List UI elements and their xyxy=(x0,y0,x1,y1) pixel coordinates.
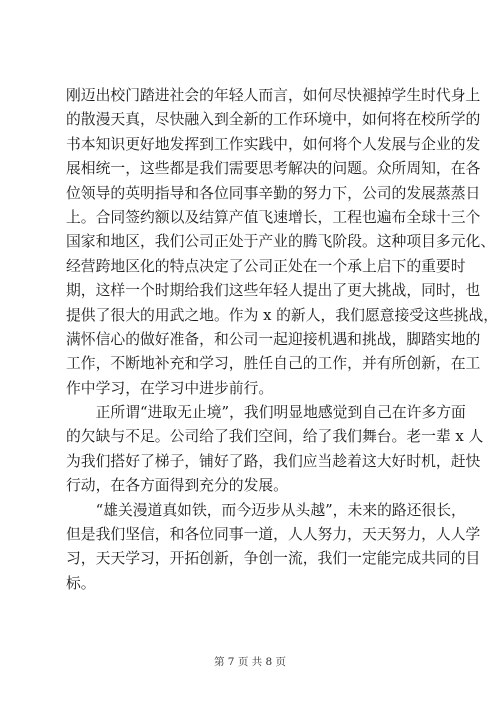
text-line: 工作，不断地补充和学习，胜任自己的工作，并有所创新，在工 xyxy=(66,355,481,373)
text-line: 经营跨地区化的特点决定了公司正处在一个承上启下的重要时 xyxy=(66,257,466,275)
paragraph-2 xyxy=(66,401,484,499)
text-line: 满怀信心的做好准备，和公司一起迎接机遇和挑战，脚踏实地的 xyxy=(66,330,481,348)
text-line: 习，天天学习，开拓创新，争创一流，我们一定能完成共同的目 xyxy=(66,550,481,568)
paragraph-3 xyxy=(66,499,481,597)
page-number-footer: 第 7 页 共 8 页 xyxy=(213,656,287,668)
text-line: 标。 xyxy=(66,574,96,592)
text-line: 正所谓“进取无止境”，我们明显地感觉到自己在许多方面 xyxy=(66,404,466,422)
text-line: 上。合同签约额以及结算产值飞速增长，工程也遍布全球十三个 xyxy=(66,208,481,226)
text-line: 刚迈出校门踏进社会的年轻人而言，如何尽快褪掉学生时代身上 xyxy=(66,87,481,104)
text-line: 行动，在各方面得到充分的发展。 xyxy=(66,477,288,495)
text-line: 为我们搭好了梯子，铺好了路，我们应当趁着这大好时机，赶快 xyxy=(66,452,481,470)
text-line: 期，这样一个时期给我们这些年轻人提出了更大挑战，同时，也 xyxy=(66,282,481,300)
text-line: 国家和地区，我们公司正处于产业的腾飞阶段。这种项目多元化、 xyxy=(66,233,496,251)
paragraph-1 xyxy=(66,84,499,401)
text-line: 书本知识更好地发挥到工作实践中，如何将个人发展与企业的发 xyxy=(66,135,481,153)
text-line: “雄关漫道真如铁，而今迈步从头越”，未来的路还很长， xyxy=(66,501,466,519)
document-body xyxy=(66,84,499,596)
text-line: 但是我们坚信，和各位同事一道，人人努力，天天努力，人人学 xyxy=(66,526,481,544)
text-line: 提供了很大的用武之地。作为 x 的新人，我们愿意接受这些挑战， xyxy=(66,306,499,324)
text-line: 的散漫天真，尽快融入到全新的工作环境中，如何将在校所学的 xyxy=(66,111,481,129)
text-line: 作中学习，在学习中进步前行。 xyxy=(66,379,274,397)
text-line: 的欠缺与不足。公司给了我们空间，给了我们舞台。老一辈 x 人 xyxy=(66,428,484,446)
text-line: 位领导的英明指导和各位同事辛勤的努力下，公司的发展蒸蒸日 xyxy=(66,184,481,202)
text-line: 展相统一，这些都是我们需要思考解决的问题。众所周知，在各 xyxy=(66,160,481,178)
